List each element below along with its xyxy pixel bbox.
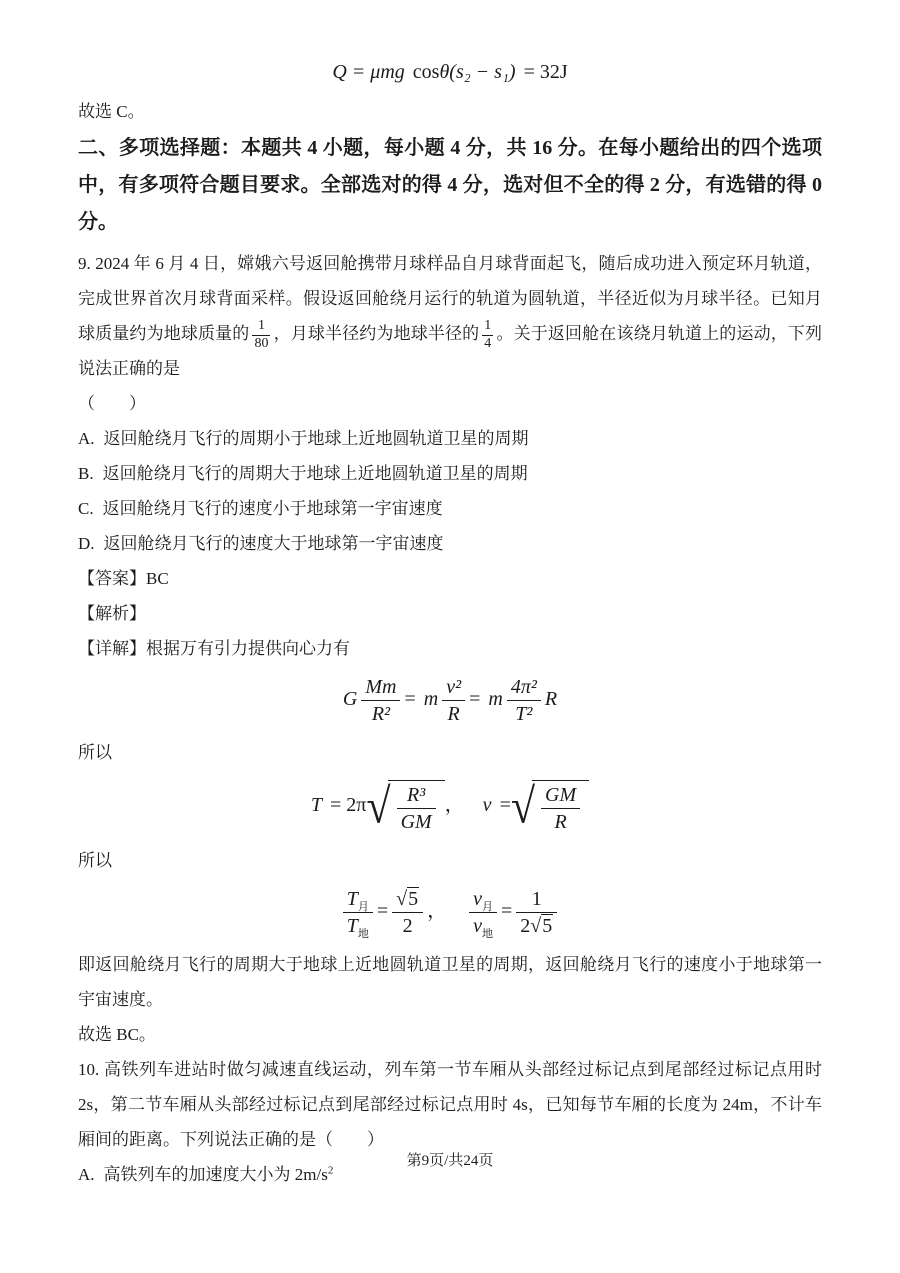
question-9-option-b (78, 456, 822, 491)
detail-label: 【详解】 (78, 639, 146, 659)
question-9-stem (78, 246, 822, 386)
option-label: C. (78, 499, 94, 519)
radical-sign: √ (510, 778, 535, 834)
option-text-superscript: 2 (327, 1164, 334, 1177)
q9-analysis-label: 【解析】 (78, 604, 146, 624)
q9-so-2: 所以 (78, 851, 112, 871)
q9-detail-line (78, 631, 822, 666)
q10-text: 10. 高铁列车进站时做匀减速直线运动，列车第一节车厢从头部经过标记点到尾部经过标记点用时 2s，第二节车厢从头部经过标记点到尾部经过标记点用时 4s，已知每节车厢的长度为 24m，不计车厢间的距离。下列说法正确的是 (78, 1060, 822, 1150)
formula-ratios (78, 888, 822, 941)
equals-sign: = (469, 688, 481, 711)
q9-so-1: 所以 (78, 743, 112, 763)
radical-sign: √ (396, 888, 408, 911)
question-9-option-a (78, 421, 822, 456)
formula-heat-cos: cos (412, 61, 440, 83)
q9-final-choice: 故选 BC。 (78, 1025, 156, 1045)
answer-value: BC (146, 569, 169, 589)
detail-text: 根据万有引力提供向心力有 (146, 639, 350, 659)
answer-label: 【答案】 (78, 569, 146, 589)
subscript-earth: 地 (357, 928, 369, 941)
radical-sign: √ (366, 778, 391, 834)
var-G: G (342, 688, 358, 711)
q9-text-c: 。关于返回舱在该绕月轨道上的运动，下列说法正确的是 (78, 324, 823, 379)
page-number: 第9页/共24页 (406, 1153, 494, 1169)
equals-2pi: = 2π (330, 794, 367, 817)
sqrt-R3-GM (366, 780, 444, 833)
frac-4pi2-T2: $\frac{\text{4π²}}{\text{T²}}$ (507, 676, 541, 725)
option-text: 返回舱绕月飞行的速度小于地球第一宇宙速度 (102, 499, 443, 519)
option-label: D. (78, 534, 95, 554)
q9-answer-line (78, 561, 822, 596)
question-9-option-d (78, 526, 822, 561)
var-T: T (310, 794, 323, 817)
var-m: m (423, 688, 439, 711)
formula-heat-lhs: Q = μmg (332, 61, 405, 83)
var-m: m (488, 688, 503, 711)
option-text: 高铁列车的加速度大小为 2m/s (103, 1165, 328, 1185)
q8-final-choice: 故选 C。 (78, 102, 145, 121)
formula-heat (78, 60, 822, 84)
frac-R3-GM: $\frac{\text{R³}}{GM}$ (397, 784, 436, 833)
formula-gravity (78, 676, 822, 725)
q9-conclusion: 即返回舱绕月飞行的周期大于地球上近地圆轨道卫星的周期，返回舱绕月飞行的速度小于地球第一宇宙速度。 (78, 955, 822, 1010)
q9-answer-blank: （ ） (78, 394, 146, 414)
frac-1-2sqrt5: $\frac{1}{2√5}$ (516, 888, 557, 937)
equals-sign: = (376, 900, 389, 923)
frac-Tmoon-Tearth: $\frac{T_月}{T_地}$ (343, 888, 373, 937)
frac-GM-R: $\frac{GM}{R}$ (541, 784, 580, 833)
frac-Mm-R2: $\frac{Mm}{\text{R²}}$ (361, 676, 400, 725)
equals-sign: = (501, 900, 513, 923)
option-label: A. (78, 429, 95, 449)
frac-v2-R: $\frac{\text{v²}}{R}$ (442, 676, 465, 725)
option-text: 返回舱绕月飞行的速度大于地球第一宇宙速度 (103, 534, 444, 554)
question-10-stem (78, 1052, 822, 1157)
q9-text-b: ，月球半径约为地球半径的 (273, 324, 480, 343)
option-label: B. (78, 464, 94, 484)
q9-text-a: 9. 2024 年 6 月 4 日，嫦娥六号返回舱携带月球样品自月球背面起飞，随后成功进入预定环月轨道，完成世界首次月球背面采样。假设返回舱绕月运行的轨道为圆轨道，半径近似为月球半径。已知月球质量约为地球质量的 (78, 254, 822, 343)
subscript-earth: 地 (482, 928, 493, 941)
option-label: A. (78, 1165, 95, 1185)
equals-sign: = (499, 794, 511, 817)
question-9-option-c (78, 491, 822, 526)
option-text: 返回舱绕月飞行的周期大于地球上近地圆轨道卫星的周期 (102, 464, 528, 484)
comma: ， (444, 794, 465, 817)
sqrt-GM-R (511, 780, 589, 833)
var-v: v (482, 794, 492, 817)
q9-fraction-1-80: $\frac{1}{80}$ (254, 317, 269, 351)
subscript-moon: 月 (482, 901, 493, 914)
formula-heat-theta: θ (439, 61, 450, 83)
equals-sign: = (404, 688, 416, 711)
formula-heat-paren: (s₂ − s₁) (449, 61, 516, 83)
radical-sign: √ (530, 915, 542, 938)
option-text: 返回舱绕月飞行的周期小于地球上近地圆轨道卫星的周期 (103, 429, 529, 449)
comma: ， (427, 900, 448, 923)
subscript-moon: 月 (357, 901, 369, 914)
frac-sqrt5-2: $\frac{√5}{2}$ (392, 888, 423, 937)
formula-heat-rhs: = 32J (523, 61, 568, 83)
frac-vmoon-vearth: $\frac{v_月}{v_地}$ (469, 888, 497, 937)
formula-period-speed (78, 780, 822, 833)
q10-answer-blank: （ ） (316, 1130, 384, 1150)
q9-fraction-1-4: $\frac{1}{4}$ (484, 317, 492, 351)
var-R: R (544, 688, 558, 711)
section-header: 二、多项选择题：本题共 4 小题，每小题 4 分，共 16 分。在每小题给出的四个选项中，有多项符合题目要求。全部选对的得 4 分，选对但不全的得 2 分，有选错的得 0 分。 (78, 137, 822, 233)
